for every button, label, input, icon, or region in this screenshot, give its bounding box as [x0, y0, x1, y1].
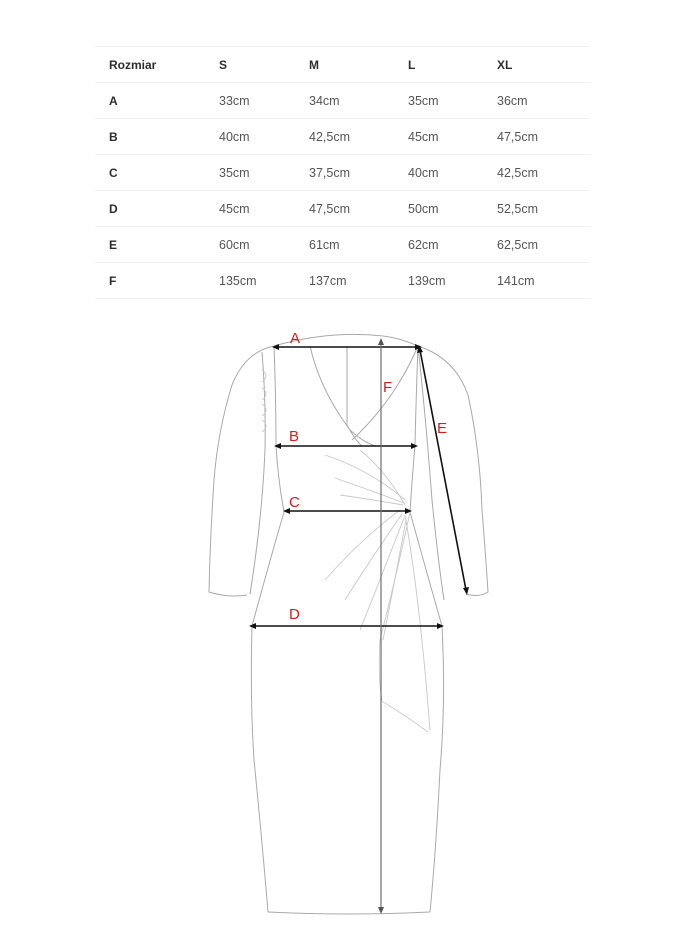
table-row [95, 227, 590, 263]
table-cell: 61cm [295, 227, 394, 263]
table-cell: 42,5cm [483, 155, 590, 191]
arrowhead-icon [437, 623, 444, 629]
label-c: C [289, 494, 300, 511]
table-row [95, 83, 590, 119]
header-xl: XL [483, 47, 590, 83]
table-cell: 137cm [295, 263, 394, 299]
arrowhead-icon [405, 508, 412, 514]
table-cell: 45cm [205, 191, 295, 227]
label-f: F [383, 379, 393, 396]
table-cell: 62,5cm [483, 227, 590, 263]
table-cell: 40cm [205, 119, 295, 155]
arrowhead-icon [378, 338, 384, 345]
table-cell: 40cm [394, 155, 483, 191]
table-cell: 36cm [483, 83, 590, 119]
measurement-labels [289, 330, 447, 623]
table-cell: 50cm [394, 191, 483, 227]
row-label: D [95, 191, 205, 227]
size-chart-table [95, 46, 590, 299]
label-d: D [289, 606, 300, 623]
row-label: B [95, 119, 205, 155]
table-row [95, 263, 590, 299]
row-label: F [95, 263, 205, 299]
dress-measurement-diagram [0, 320, 700, 920]
label-e: E [437, 420, 448, 437]
table-cell: 60cm [205, 227, 295, 263]
row-label: A [95, 83, 205, 119]
table-cell: 62cm [394, 227, 483, 263]
arrowhead-icon [274, 443, 281, 449]
table-row [95, 155, 590, 191]
row-label: C [95, 155, 205, 191]
table-cell: 141cm [483, 263, 590, 299]
header-l: L [394, 47, 483, 83]
table-cell: 33cm [205, 83, 295, 119]
label-b: B [289, 428, 300, 445]
table-cell: 35cm [394, 83, 483, 119]
arrowhead-icon [378, 907, 384, 914]
header-s: S [205, 47, 295, 83]
table-cell: 37,5cm [295, 155, 394, 191]
table-cell: 42,5cm [295, 119, 394, 155]
table-cell: 52,5cm [483, 191, 590, 227]
table-cell: 47,5cm [295, 191, 394, 227]
table-cell: 35cm [205, 155, 295, 191]
table-cell: 34cm [295, 83, 394, 119]
header-m: M [295, 47, 394, 83]
table-header-row [95, 47, 590, 83]
arrowhead-icon [463, 587, 469, 595]
measure-line-e [420, 350, 466, 590]
label-a: A [290, 330, 301, 347]
table-row [95, 191, 590, 227]
row-label: E [95, 227, 205, 263]
size-chart-table-wrap [95, 46, 590, 299]
header-size: Rozmiar [95, 47, 205, 83]
table-cell: 47,5cm [483, 119, 590, 155]
arrowhead-icon [272, 344, 279, 350]
table-cell: 45cm [394, 119, 483, 155]
measurement-lines [249, 338, 469, 914]
table-row [95, 119, 590, 155]
table-cell: 139cm [394, 263, 483, 299]
table-cell: 135cm [205, 263, 295, 299]
